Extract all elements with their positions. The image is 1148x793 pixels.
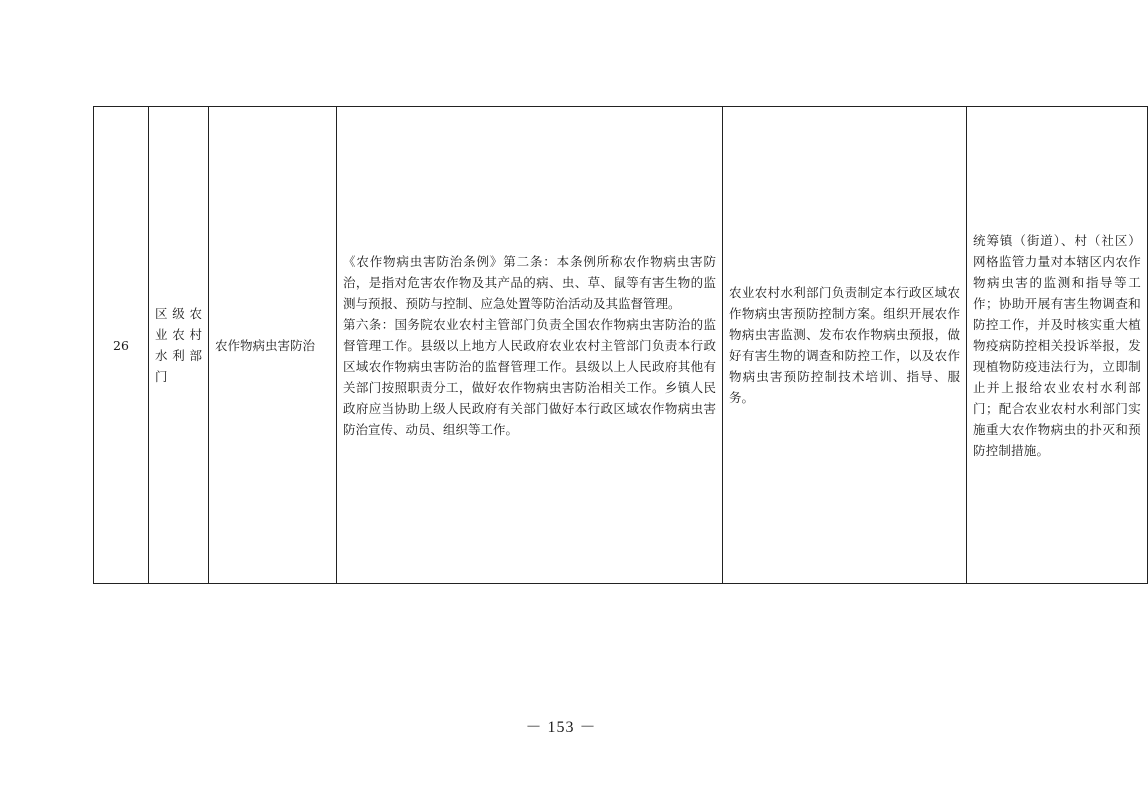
- legal-basis-paragraph-1: 《农作物病虫害防治条例》第二条：本条例所称农作物病虫害防治，是指对危害农作物及其产品的病、虫、草、鼠等有害生物的监测与预报、预防与控制、应急处置等防治活动及其监督管理。: [343, 253, 716, 311]
- department-cell: 区级农业农村水利部门: [149, 107, 209, 584]
- item-name-cell: 农作物病虫害防治: [209, 107, 337, 584]
- page-number: － 153 －: [525, 719, 597, 736]
- department-duty-text: 农业农村水利部门负责制定本行政区域农作物病虫害预防控制方案。组织开展农作物病虫害监测、发布农作物病虫预报，做好有害生物的调查和防控工作，以及农作物病虫害预防控制技术培训、指导、服务。: [729, 285, 960, 405]
- legal-basis-cell: [337, 107, 723, 584]
- department-duty-cell: [723, 107, 967, 584]
- town-duty-cell: [967, 107, 1148, 584]
- table-row: [94, 107, 1148, 584]
- row-number-cell: 26: [94, 107, 149, 584]
- town-duty-text: 统筹镇（街道）、村（社区）网格监管力量对本辖区内农作物病虫害的监测和指导等工作；协助开展有害生物调查和防控工作，并及时核实重大植物疫病防控相关投诉举报，发现植物防疫违法行为，立即制止并上报给农业农村水利部门；配合农业农村水利部门实施重大农作物病虫的扑灭和预防控制措施。: [973, 232, 1141, 458]
- responsibility-table: [93, 106, 1148, 584]
- legal-basis-paragraph-2: 第六条：国务院农业农村主管部门负责全国农作物病虫害防治的监督管理工作。县级以上地方人民政府农业农村主管部门负责本行政区域农作物病虫害防治的监督管理工作。县级以上人民政府其他有关部门按照职责分工，做好农作物病虫害防治相关工作。乡镇人民政府应当协助上级人民政府有关部门做好本行政区域农作物病虫害防治宣传、动员、组织等工作。: [343, 316, 716, 437]
